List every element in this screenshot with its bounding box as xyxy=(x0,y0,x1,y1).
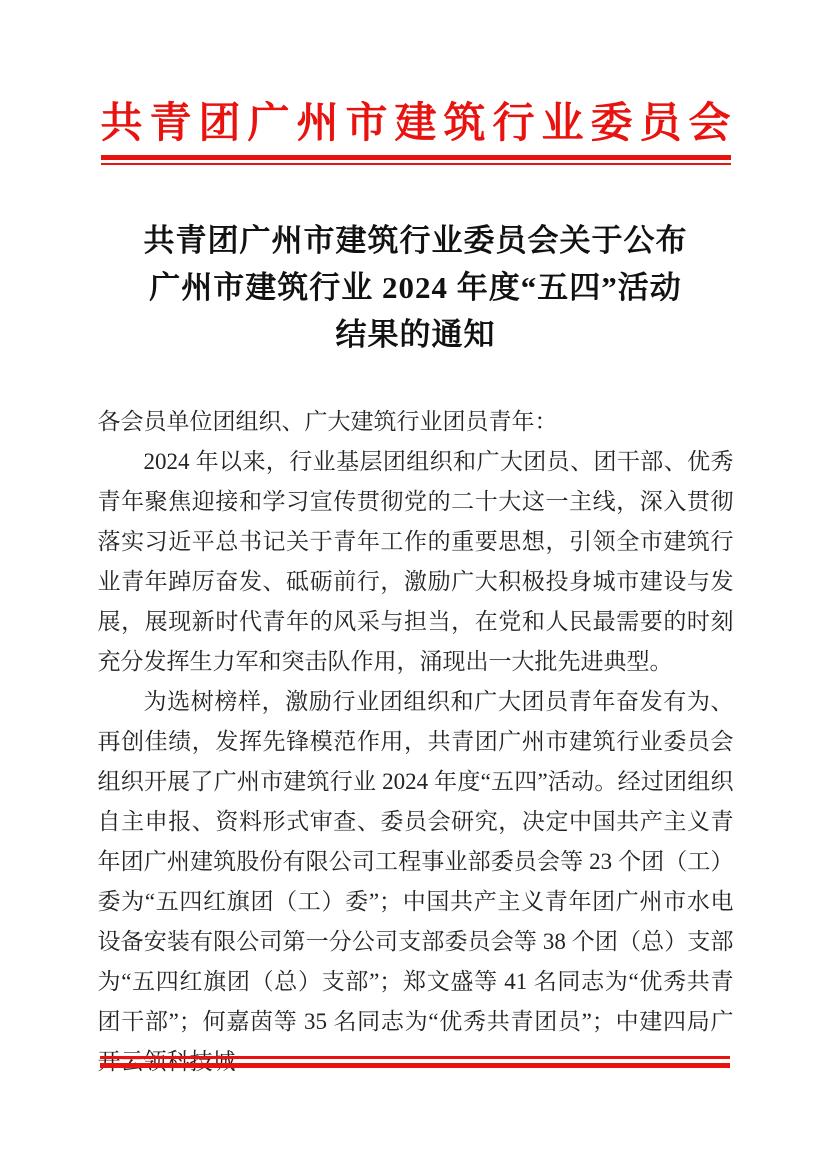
body-paragraph-1: 2024 年以来，行业基层团组织和广大团员、团干部、优秀青年聚焦迎接和学习宣传贯彻党的二十大这一主线，深入贯彻落实习近平总书记关于青年工作的重要思想，引领全市建筑行业青年踔厉奋发、砥砺前行，激励广大积极投身城市建设与发展，展现新时代青年的风采与担当，在党和人民最需要的时刻充分发挥生力军和突击队作用，涌现出一大批先进典型。 xyxy=(97,449,734,674)
document-title xyxy=(0,217,831,358)
footer-double-rule xyxy=(100,1056,730,1068)
letterhead-double-rule xyxy=(101,155,731,165)
document-title-line-3: 结果的通知 xyxy=(335,317,496,352)
salutation-line: 各会员单位团组织、广大建筑行业团员青年： xyxy=(97,409,558,434)
document-title-line-2: 广州市建筑行业 2024 年度“五四”活动 xyxy=(149,270,682,305)
letterhead xyxy=(0,0,831,165)
body-paragraph-2: 为选树榜样，激励行业团组织和广大团员青年奋发有为、再创佳绩，发挥先锋模范作用，共青团广州市建筑行业委员会组织开展了广州市建筑行业 2024 年度“五四”活动。经过团组织自主申报、资料形式审查、委员会研究，决定中国共产主义青年团广州建筑股份有限公司工程事业部委员会等 23 个团（工）委为“五四红旗团（工）委”；中国共产主义青年团广州市水电设备安装有限公司第一分公司支部委员会等 38 个团（总）支部为“五四红旗团（总）支部”；郑文盛等 41 名同志为“优秀共青团干部”；何嘉茵等 35 名同志为“优秀共青团员”；中建四局广开云领科技城 xyxy=(97,689,734,1074)
document-title-line-1: 共青团广州市建筑行业委员会关于公布 xyxy=(143,223,688,258)
document-body xyxy=(98,402,734,1082)
letterhead-org-name: 共青团广州市建筑行业委员会 xyxy=(100,101,738,147)
